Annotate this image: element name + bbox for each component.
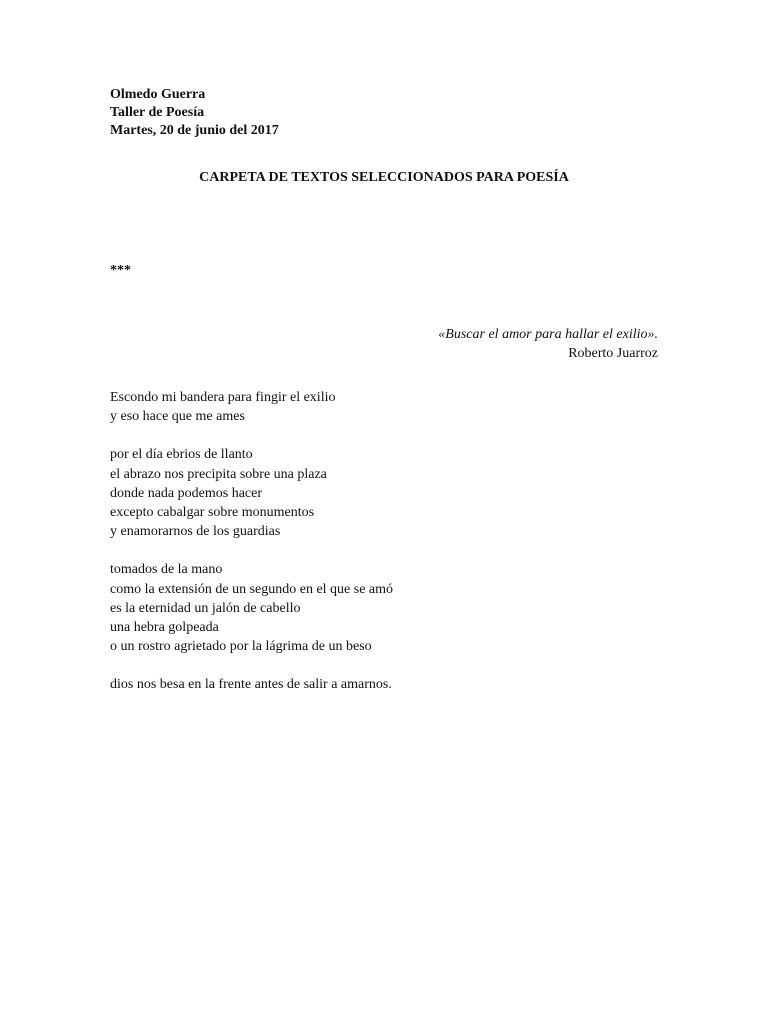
- document-date: Martes, 20 de junio del 2017: [110, 123, 279, 138]
- epigraph-quote: «Buscar el amor para hallar el exilio».: [438, 327, 658, 342]
- poem-line: por el día ebrios de llanto: [110, 447, 253, 463]
- document-header: [110, 86, 279, 140]
- section-separator: ***: [110, 263, 131, 278]
- poem-line: como la extensión de un segundo en el que se amó: [110, 581, 394, 597]
- poem-line: y enamorarnos de los guardias: [110, 524, 281, 540]
- stanza: [110, 560, 393, 656]
- author-name: Olmedo Guerra: [110, 87, 206, 102]
- poem-line: Escondo mi bandera para fingir el exilio: [110, 390, 336, 405]
- stanza: [110, 445, 393, 541]
- poem-line: es la eternidad un jalón de cabello: [110, 600, 301, 616]
- stanza: [110, 388, 393, 426]
- poem-body: [110, 388, 393, 714]
- poem-line: dios nos besa en la frente antes de salir a amarnos.: [110, 677, 392, 693]
- epigraph-author: Roberto Juarroz: [568, 346, 658, 361]
- poem-line: o un rostro agrietado por la lágrima de un beso: [110, 639, 372, 655]
- poem-line: y eso hace que me ames: [110, 409, 245, 425]
- poem-line: excepto cabalgar sobre monumentos: [110, 505, 315, 521]
- poem-line: tomados de la mano: [110, 562, 223, 578]
- workshop-name: Taller de Poesía: [110, 105, 205, 120]
- epigraph: [438, 325, 658, 363]
- poem-line: una hebra golpeada: [110, 620, 219, 636]
- stanza: [110, 675, 393, 694]
- poem-line: donde nada podemos hacer: [110, 485, 262, 501]
- document-title: CARPETA DE TEXTOS SELECCIONADOS PARA POESÍA: [199, 170, 569, 185]
- poem-line: el abrazo nos precipita sobre una plaza: [110, 466, 327, 482]
